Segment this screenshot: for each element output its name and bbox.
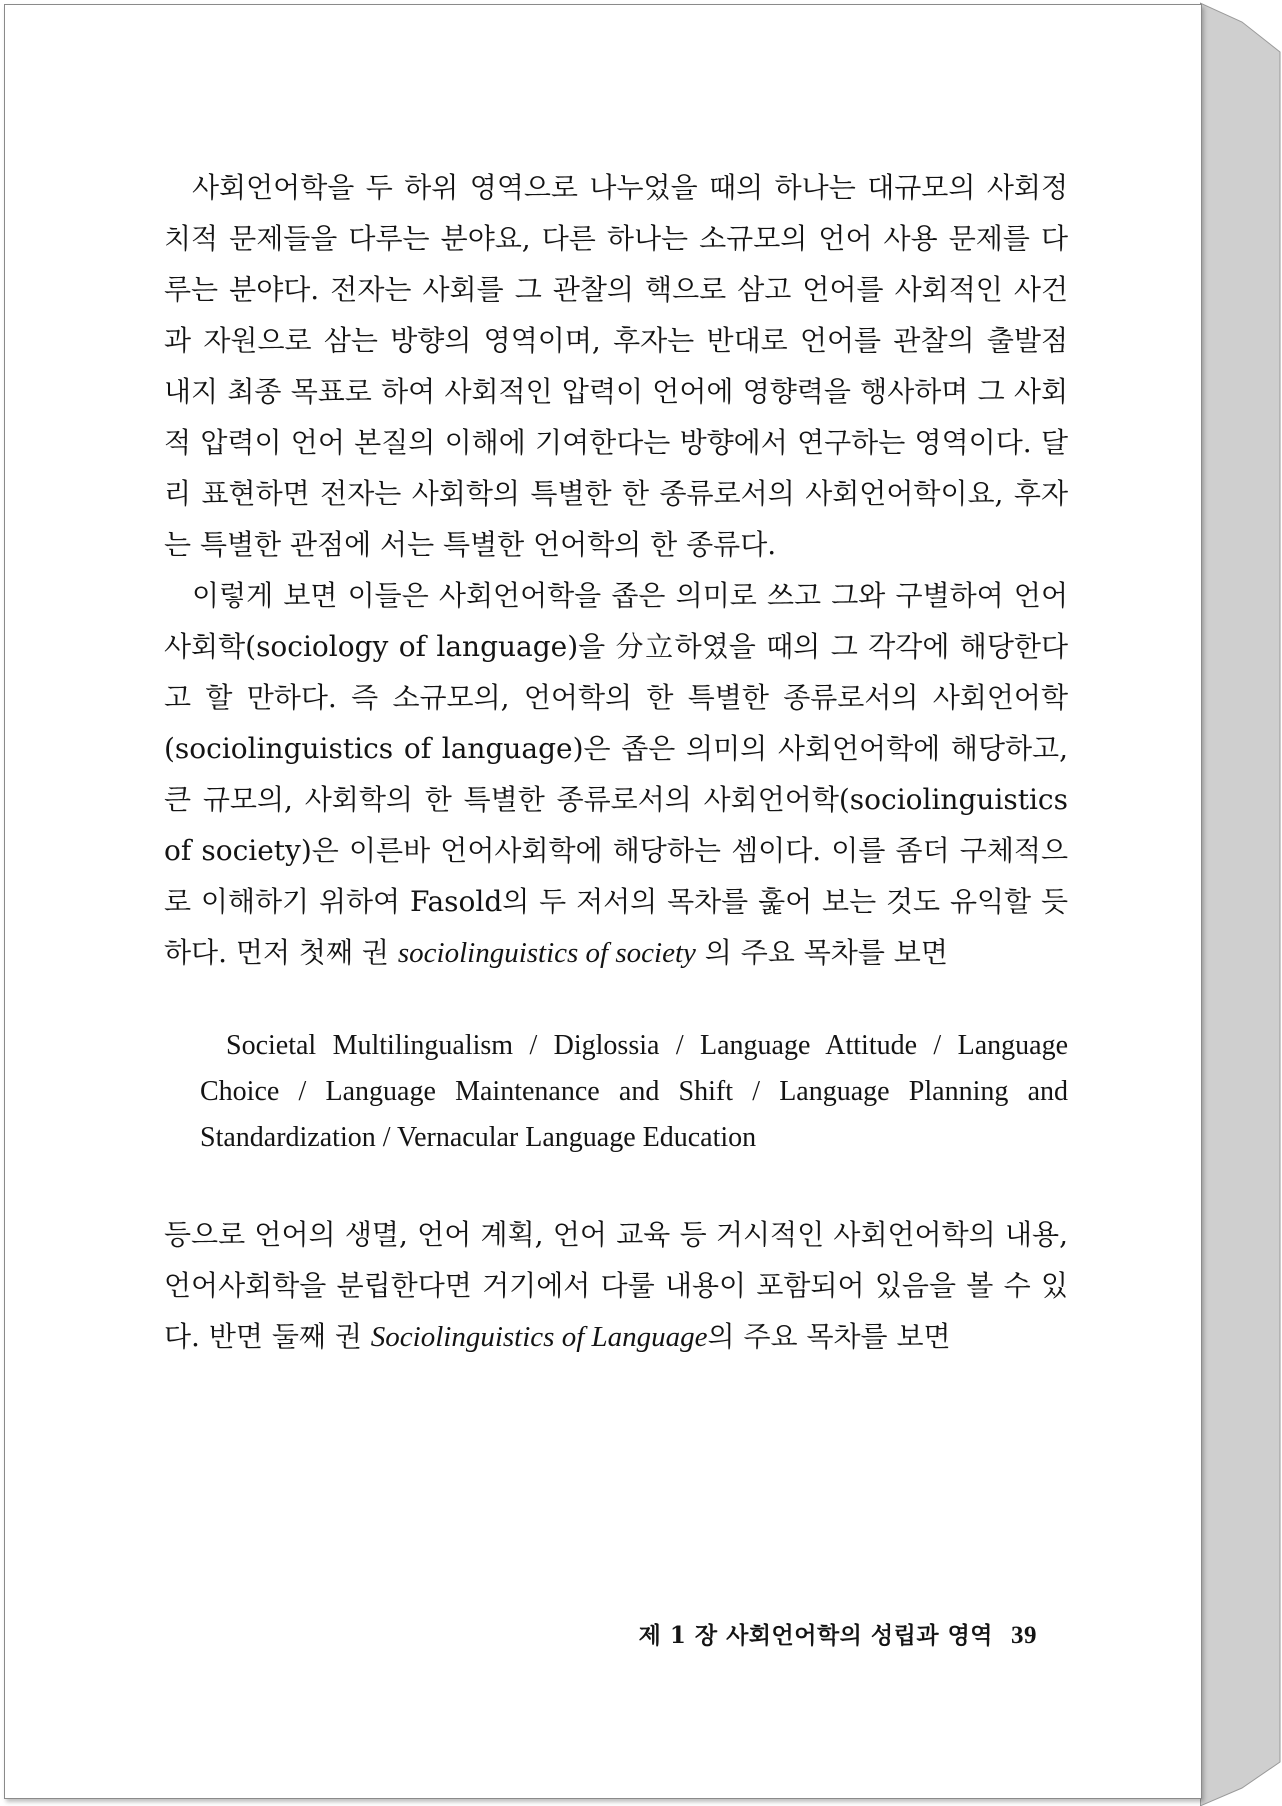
table-of-contents-list: Societal Multilingualism / Diglossia / Language Attitude / Language Choice / Language Maintenance and Shift / Language Planning and Standardization / Vernacular Language Education — [200, 1030, 1068, 1153]
paragraph-3 — [164, 1209, 1068, 1363]
paragraph-2 — [164, 570, 1068, 979]
book-title-language: Sociolinguistics of Language — [370, 1321, 708, 1353]
paragraph-2-text: 이렇게 보면 이들은 사회언어학을 좁은 의미로 쓰고 그와 구별하여 언어사회학(sociology of language)을 分立하였을 때의 그 각각에 해당한다고 할 만하다. 즉 소규모의, 언어학의 한 특별한 종류로서의 사회언어학(sociolinguistics of language)은 좁은 의미의 사회언어학에 해당하고, 큰 규모의, 사회학의 한 특별한 종류로서의 사회언어학(sociolinguistics of society)은 이른바 언어사회학에 해당하는 셈이다. 이를 좀더 구체적으로 이해하기 위하여 Fasold의 두 저서의 목차를 훑어 보는 것도 유익할 듯하다. 먼저 첫째 권 — [164, 579, 1068, 969]
page-number: 39 — [1011, 1622, 1037, 1649]
paragraph-2-tail: 의 주요 목차를 보면 — [704, 936, 948, 969]
page-body — [164, 162, 1068, 1363]
paragraph-1: 사회언어학을 두 하위 영역으로 나누었을 때의 하나는 대규모의 사회정치적 문제들을 다루는 분야요, 다른 하나는 소규모의 언어 사용 문제를 다루는 분야다. 전자는 사회를 그 관찰의 핵으로 삼고 언어를 사회적인 사건과 자원으로 삼는 방향의 영역이며, 후자는 반대로 언어를 관찰의 출발점 내지 최종 목표로 하여 사회적인 압력이 언어에 영향력을 행사하며 그 사회적 압력이 언어 본질의 이해에 기여한다는 방향에서 연구하는 영역이다. 달리 표현하면 전자는 사회학의 특별한 한 종류로서의 사회언어학이요, 후자는 특별한 관점에 서는 특별한 언어학의 한 종류다. — [164, 171, 1068, 561]
paragraph-3-text: 등으로 언어의 생멸, 언어 계획, 언어 교육 등 거시적인 사회언어학의 내용, 언어사회학을 분립한다면 거기에서 다룰 내용이 포함되어 있음을 볼 수 있다. 반면 둘째 권 — [164, 1218, 1068, 1353]
paragraph-3-tail: 의 주요 목차를 보면 — [707, 1320, 951, 1353]
running-footer — [639, 1617, 1037, 1650]
book-title-society: sociolinguistics of society — [397, 937, 696, 969]
page-thickness-side — [1200, 0, 1282, 1806]
chapter-title: 제 1 장 사회언어학의 성립과 영역 — [638, 1622, 993, 1649]
